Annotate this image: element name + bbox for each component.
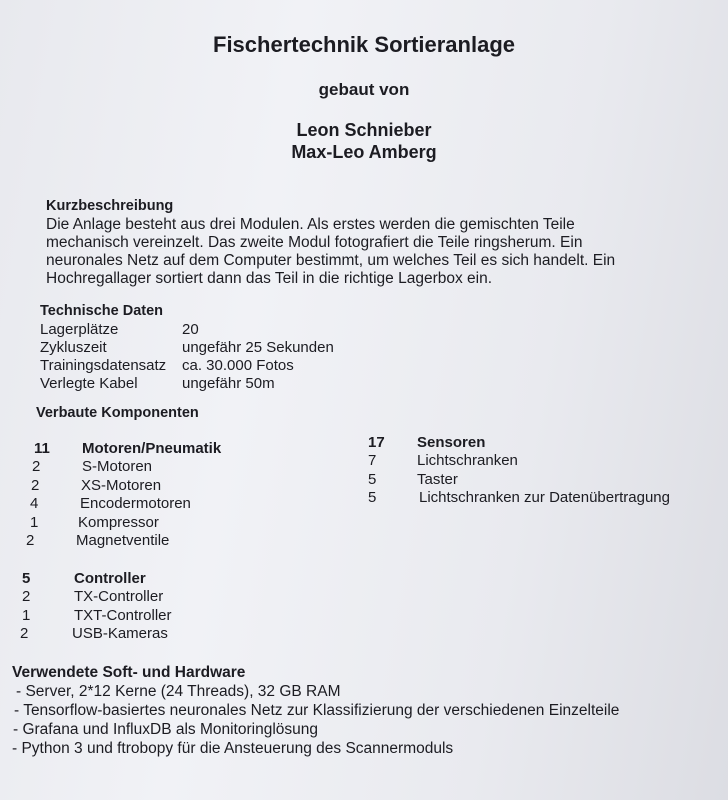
item-count: 2 — [26, 532, 35, 549]
item-label: Kompressor — [78, 513, 159, 531]
technical-key: Zykluszeit — [40, 339, 107, 356]
technical-value: 20 — [182, 321, 199, 338]
sensors-group — [368, 434, 670, 508]
item-count: 5 — [368, 489, 377, 506]
list-item: - Python 3 und ftrobopy für die Ansteuerung des Scannermoduls — [12, 740, 454, 757]
description-heading: Kurzbeschreibung — [46, 198, 174, 214]
table-row — [40, 339, 334, 357]
list-item — [20, 625, 172, 644]
group-count: 17 — [368, 434, 385, 451]
author-list — [0, 119, 728, 163]
table-row — [40, 321, 334, 339]
description-line: Hochregallager sortiert dann das Teil in die richtige Lagerbox ein. — [46, 270, 493, 287]
description-section — [46, 198, 686, 288]
list-item — [30, 458, 221, 477]
technical-value: ca. 30.000 Fotos — [182, 357, 294, 374]
list-item: - Tensorflow-basiertes neuronales Netz zur Klassifizierung der verschiedenen Einzelteile — [14, 702, 620, 719]
table-row — [40, 357, 334, 375]
item-count: 1 — [22, 606, 31, 624]
item-count: 5 — [368, 470, 377, 488]
item-label: Encodermotoren — [80, 495, 191, 512]
list-item — [30, 477, 221, 496]
technical-heading: Technische Daten — [40, 303, 164, 319]
item-label: USB-Kameras — [72, 625, 168, 642]
list-item — [368, 471, 670, 490]
components-heading: Verbaute Komponenten — [36, 405, 199, 421]
description-line: neuronales Netz auf dem Computer bestimmt, um welches Teil es sich handelt. Ein — [46, 252, 616, 269]
technical-key: Lagerplätze — [40, 321, 119, 338]
list-item — [30, 514, 221, 533]
author-name: Max-Leo Amberg — [291, 142, 437, 162]
list-item — [26, 532, 221, 551]
item-label: XS-Motoren — [81, 476, 162, 494]
list-item — [22, 588, 172, 607]
technical-value: ungefähr 50m — [182, 375, 275, 392]
item-count: 7 — [368, 452, 377, 469]
technical-value: ungefähr 25 Sekunden — [182, 339, 334, 356]
list-item — [30, 495, 221, 514]
list-item — [22, 607, 172, 626]
author-name: Leon Schnieber — [296, 120, 432, 140]
description-line: Die Anlage besteht aus drei Modulen. Als erstes werden die gemischten Teile — [46, 216, 575, 233]
item-count: 2 — [32, 458, 41, 475]
item-label: S-Motoren — [82, 458, 153, 475]
item-count: 4 — [30, 495, 39, 512]
item-label: Magnetventile — [76, 532, 170, 549]
group-count: 11 — [34, 440, 50, 457]
item-count: 2 — [31, 476, 40, 494]
group-heading — [368, 434, 670, 452]
item-label: Lichtschranken zur Datenübertragung — [419, 489, 670, 506]
item-label: TXT-Controller — [74, 606, 172, 624]
group-label: Controller — [74, 570, 146, 587]
controller-group — [22, 570, 172, 644]
list-item — [368, 452, 670, 471]
item-label: TX-Controller — [74, 588, 164, 605]
item-count: 2 — [20, 625, 29, 642]
technical-key: Trainingsdatensatz — [40, 357, 167, 374]
list-item: - Server, 2*12 Kerne (24 Threads), 32 GB RAM — [16, 683, 341, 700]
group-count: 5 — [22, 570, 31, 587]
item-count: 2 — [22, 588, 31, 605]
software-heading: Verwendete Soft- und Hardware — [12, 664, 246, 681]
item-label: Taster — [417, 470, 458, 488]
technical-key: Verlegte Kabel — [40, 375, 138, 392]
software-section — [12, 664, 722, 758]
group-label: Motoren/Pneumatik — [82, 440, 222, 457]
group-label: Sensoren — [417, 434, 486, 451]
item-label: Lichtschranken — [417, 452, 518, 469]
description-line: mechanisch vereinzelt. Das zweite Modul fotografiert die Teile ringsherum. Ein — [46, 234, 583, 251]
document-title: Fischertechnik Sortieranlage — [213, 32, 515, 57]
list-item — [368, 489, 670, 508]
technical-section — [40, 303, 334, 393]
technical-table — [40, 321, 334, 393]
byline: gebaut von — [318, 80, 410, 99]
motors-group — [26, 440, 222, 551]
item-count: 1 — [30, 513, 39, 531]
group-heading — [22, 570, 172, 588]
description-text — [46, 216, 686, 288]
table-row — [40, 375, 334, 393]
list-item: - Grafana und InfluxDB als Monitoringlösung — [13, 721, 318, 738]
group-heading — [30, 440, 221, 458]
